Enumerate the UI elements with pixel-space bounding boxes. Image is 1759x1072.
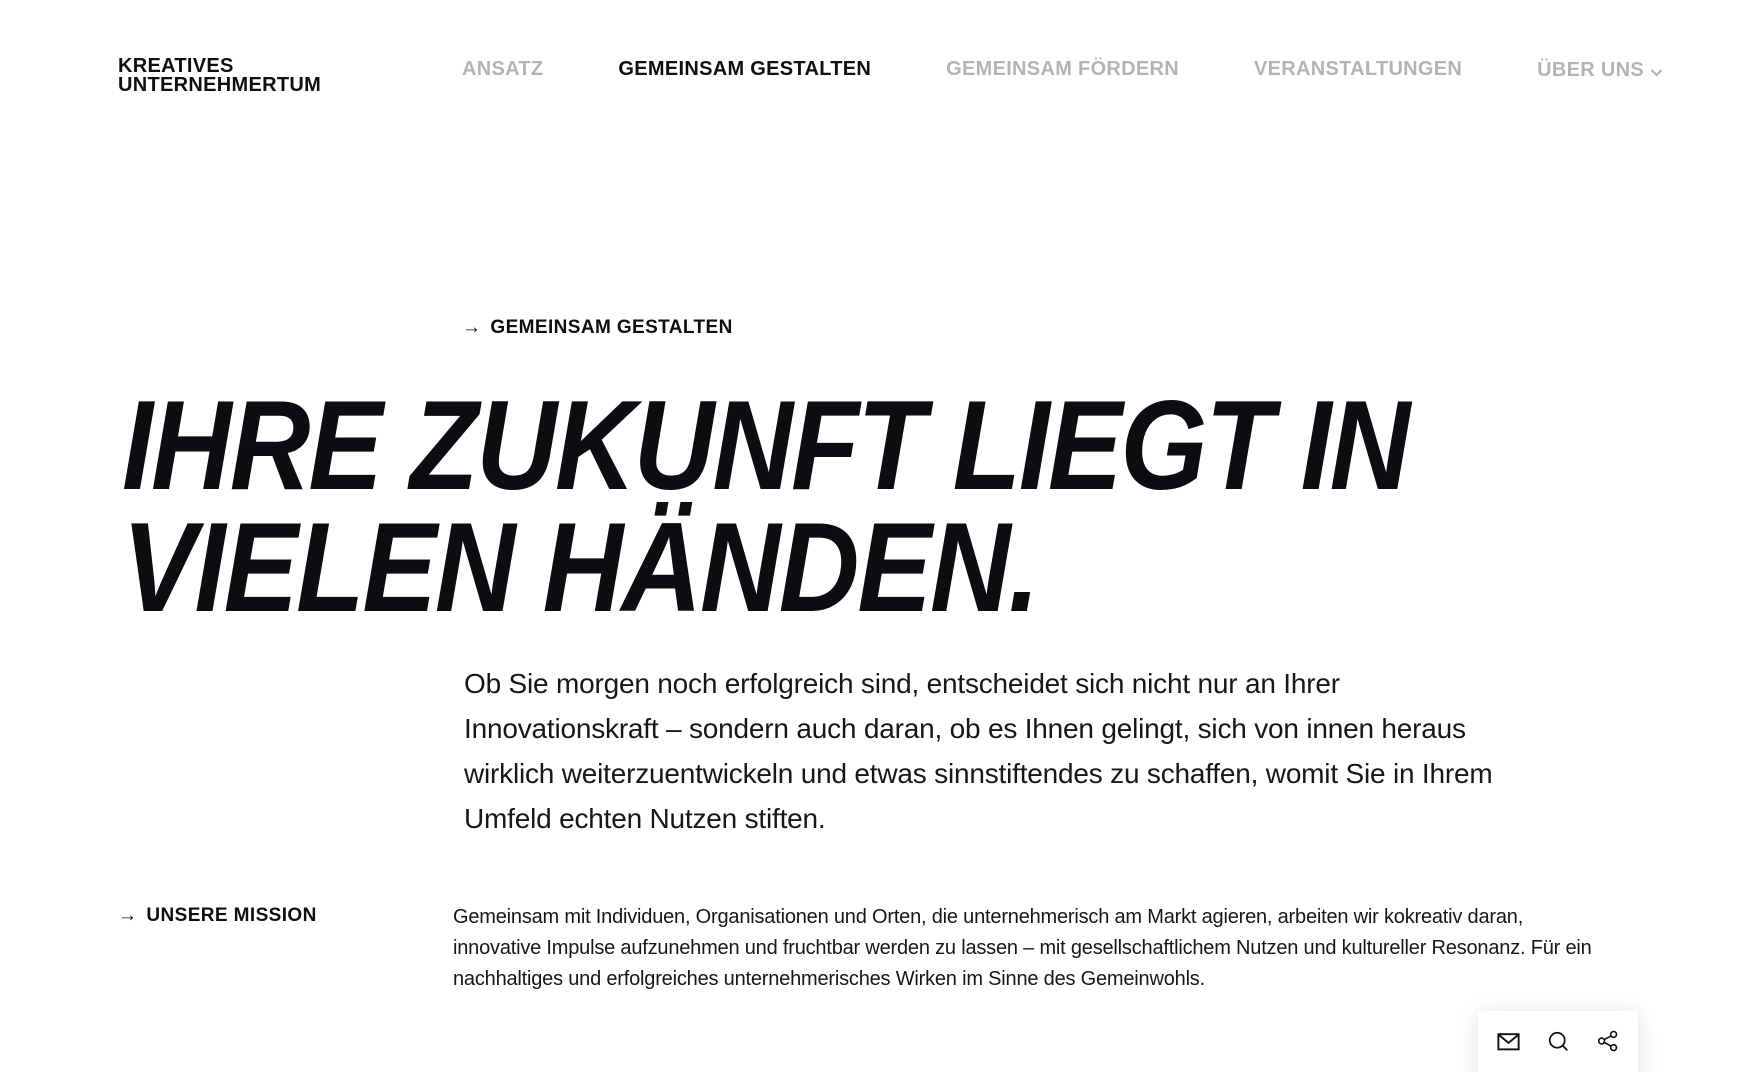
nav-item-label: ÜBER UNS: [1537, 59, 1644, 81]
intro-line: wirklich weiterzuentwickeln und etwas sinnstiftendes zu schaffen, womit Sie in Ihrem: [464, 758, 1493, 789]
mail-button[interactable]: [1494, 1027, 1522, 1055]
nav-item-gemeinsam-foerdern[interactable]: [946, 58, 1179, 81]
mission-paragraph: [453, 902, 1592, 995]
page-headline: [122, 374, 1409, 638]
intro-line: Umfeld echten Nutzen stiften.: [464, 803, 826, 834]
mission-line: nachhaltiges und erfolgreiches unternehmerisches Wirken im Sinne des Gemeinwohls.: [453, 968, 1205, 990]
mission-label: [118, 905, 317, 927]
brand-logo-line1: KREATIVES: [118, 55, 234, 77]
brand-logo-line2: UNTERNEHMERTUM: [118, 74, 322, 96]
mail-icon: [1495, 1028, 1522, 1055]
search-button[interactable]: [1544, 1027, 1572, 1055]
share-icon: [1596, 1029, 1620, 1053]
nav-item-ueber-uns[interactable]: [1537, 58, 1663, 83]
intro-line: Innovationskraft – sondern auch daran, ob es Ihnen gelingt, sich von innen heraus: [464, 713, 1466, 744]
arrow-right-icon: →: [462, 317, 482, 338]
nav-item-label: GEMEINSAM GESTALTEN: [618, 58, 872, 80]
page-headline-line1: IHRE ZUKUNFT LIEGT IN: [122, 374, 1409, 516]
action-panel: [1478, 1011, 1638, 1072]
section-eyebrow: [462, 317, 733, 339]
page-headline-line2: VIELEN HÄNDEN.: [122, 496, 1038, 638]
chevron-down-icon: [1650, 60, 1663, 83]
mission-line: Gemeinsam mit Individuen, Organisationen und Orten, die unternehmerisch am Markt agieren, arbeiten wir kokreativ daran,: [453, 906, 1524, 928]
intro-line: Ob Sie morgen noch erfolgreich sind, entscheidet sich nicht nur an Ihrer: [464, 668, 1340, 699]
nav-item-label: GEMEINSAM FÖRDERN: [946, 58, 1179, 80]
nav-item-label: ANSATZ: [462, 58, 544, 80]
section-eyebrow-label: GEMEINSAM GESTALTEN: [490, 317, 733, 338]
mission-line: innovative Impulse aufzunehmen und fruchtbar werden zu lassen – mit gesellschaftlichem Nutzen und kultureller Resonanz. Für ein: [453, 937, 1592, 959]
nav-item-gemeinsam-gestalten[interactable]: [618, 58, 871, 81]
brand-logo[interactable]: [118, 57, 321, 95]
search-icon: [1546, 1029, 1571, 1054]
intro-paragraph: [464, 661, 1492, 841]
share-button[interactable]: [1594, 1027, 1622, 1055]
arrow-right-icon: →: [118, 905, 138, 926]
mission-label-text: UNSERE MISSION: [146, 905, 317, 926]
main-nav: [462, 58, 1663, 83]
nav-item-veranstaltungen[interactable]: [1254, 58, 1462, 81]
nav-item-label: VERANSTALTUNGEN: [1253, 58, 1463, 80]
nav-item-ansatz[interactable]: [462, 58, 543, 81]
